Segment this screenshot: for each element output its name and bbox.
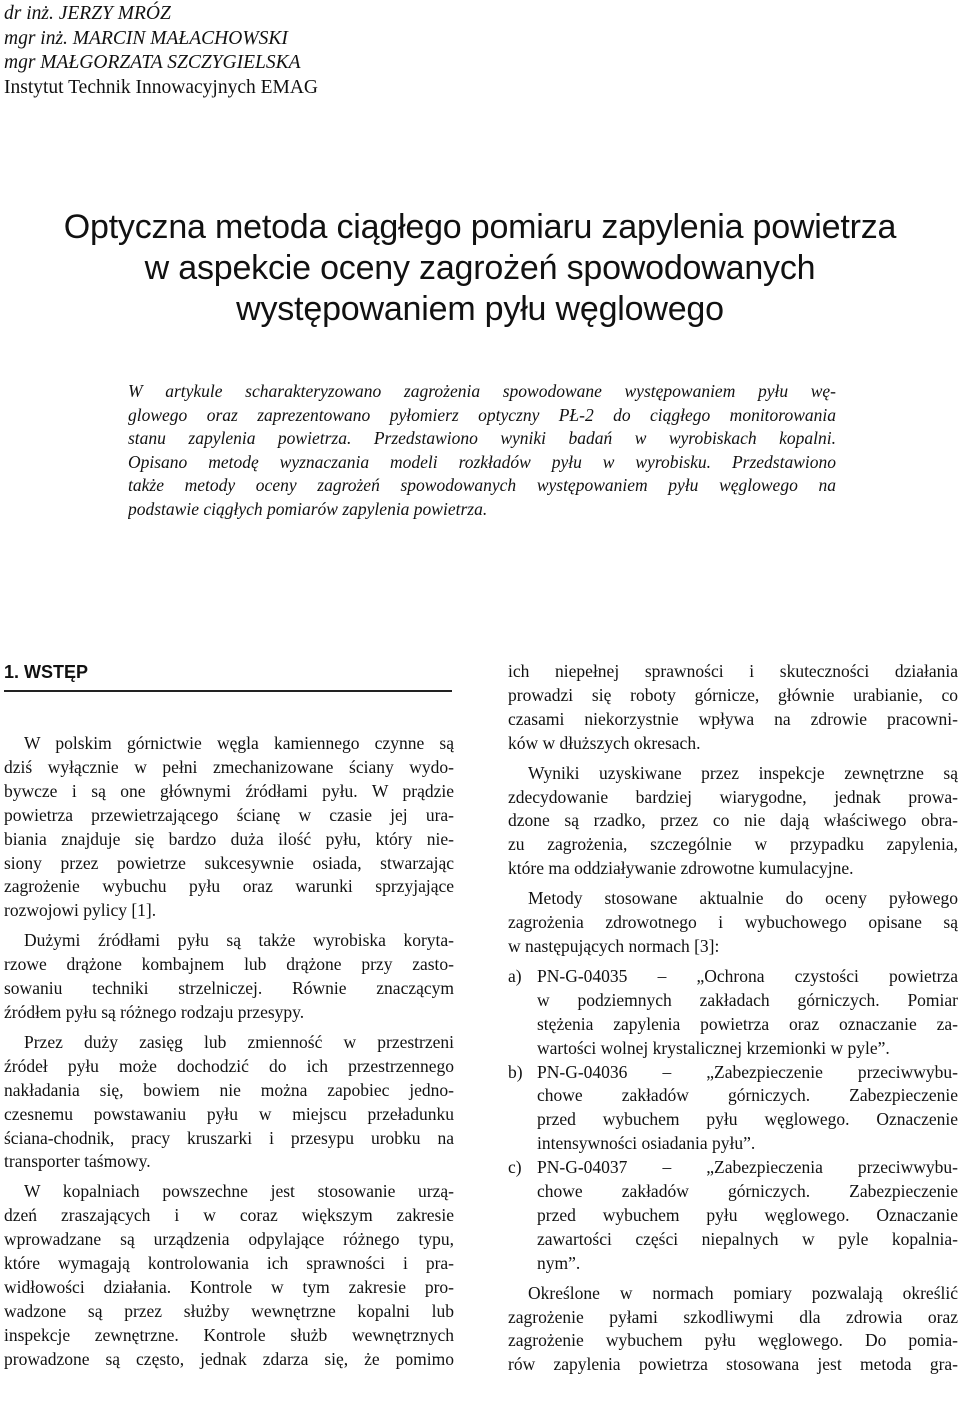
text-line: prowadzone są często, jednak zdarza się, że pomimo <box>4 1348 454 1369</box>
text-line: zagrożenie wybuchu pyłu oraz warunki sprzyjające <box>4 876 454 897</box>
abstract-line: stanu zapylenia powietrza. Przedstawiono wyniki badań w wyrobiskach kopalni. <box>128 428 836 448</box>
text-line: powietrza przewietrzającego ścianę w czasie jej ura- <box>4 804 454 825</box>
norm-line: stężenia zapylenia powietrza oraz oznaczanie za- <box>537 1013 958 1034</box>
heading-rule <box>4 690 452 692</box>
norm-line: chowe zakładów górniczych. Zabezpieczenie <box>537 1085 958 1106</box>
norm-line: PN-G-04037 – „Zabezpieczenia przeciwwybu- <box>537 1157 958 1178</box>
title-line: występowaniem pyłu węglowego <box>236 290 724 328</box>
text-line: rozwojowi pylicy [1]. <box>4 900 157 921</box>
body-paragraph <box>508 660 958 756</box>
norm-line: PN-G-04036 – „Zabezpieczenie przeciwwybu- <box>537 1061 958 1082</box>
left-column-body <box>4 732 454 1372</box>
norm-line: nym”. <box>537 1252 581 1273</box>
norm-line: wartości wolnej krystalicznej krzemionki w pyle”. <box>537 1037 890 1058</box>
author-block <box>4 2 318 100</box>
text-line: nakładania się, bowiem nie można zapobiec jedno- <box>4 1079 454 1100</box>
right-column-body <box>508 660 958 959</box>
text-line: rzowe drążone kombajnem lub drążone przy zasto- <box>4 954 454 975</box>
body-paragraph <box>508 1282 958 1378</box>
text-line: siony przez powietrze sukcesywnie osiada, stwarzając <box>4 852 454 873</box>
norm-list-item <box>508 965 958 1061</box>
norm-line: przed wybuchem pyłu węglowego. Oznaczanie <box>537 1204 958 1225</box>
abstract-line: także metody oceny zagrożeń spowodowanych występowaniem pyłu węglowego na <box>128 475 836 495</box>
text-line: Wyniki uzyskiwane przez inspekcje zewnętrzne są <box>528 762 958 783</box>
text-line: zdecydowanie bardziej wiarygodne, jednak prowa- <box>508 786 958 807</box>
abstract-line: Opisano metodę wyznaczania modeli rozkładów pyłu w wyrobisku. Przedstawiono <box>128 451 836 472</box>
article-title <box>0 207 960 330</box>
text-line: widłowości działania. Kontrole w tym zakresie pro- <box>4 1276 454 1297</box>
norm-marker: b) <box>508 1061 523 1082</box>
norm-list-item <box>508 1156 958 1276</box>
author-affiliation: Instytut Technik Innowacyjnych EMAG <box>4 76 319 98</box>
text-line: inspekcje zewnętrzne. Kontrole służb wewnętrznych <box>4 1324 454 1345</box>
norm-list <box>508 965 958 1276</box>
text-line: Przez duży zasięg lub zmienność w przestrzeni <box>24 1031 454 1052</box>
norm-line: zawartości części niepalnych w pyle kopalnia- <box>537 1228 958 1249</box>
text-line: transporter taśmowy. <box>4 1151 151 1172</box>
text-line: W polskim górnictwie węgla kamiennego czynne są <box>24 733 454 753</box>
text-line: sowaniu techniki strzelniczej. Równie znaczącym <box>4 978 454 999</box>
body-paragraph <box>4 1180 454 1371</box>
text-line: Metody stosowane aktualnie do oceny pyłowego <box>528 888 958 909</box>
text-line: Dużymi źródłami pyłu są także wyrobiska koryta- <box>24 930 454 951</box>
text-line: które ma oddziaływanie zdrowotne kumulacyjne. <box>508 858 854 879</box>
norm-line: w podziemnych zakładach górniczych. Pomiar <box>537 989 958 1010</box>
text-line: ków w dłuższych okresach. <box>508 732 701 753</box>
abstract-line: podstawie ciągłych pomiarów zapylenia powietrza. <box>128 498 488 519</box>
text-line: czasami niekorzystnie wpływa na zdrowie pracowni- <box>508 708 958 729</box>
text-line: rów zapylenia powietrza stosowana jest metoda gra- <box>508 1354 958 1375</box>
text-line: które wymagają kontrolowania ich sprawności i pra- <box>4 1253 454 1274</box>
text-line: zagrożenia zdrowotnego i wybuchowego opisane są <box>508 912 958 933</box>
author-line: mgr MAŁGORZATA SZCZYGIELSKA <box>4 52 301 73</box>
norm-marker: a) <box>508 965 522 986</box>
body-paragraph <box>4 732 454 923</box>
norm-line: PN-G-04035 – „Ochrona czystości powietrza <box>537 965 958 986</box>
text-line: źródłem pyłu są różnego rodzaju przesypy. <box>4 1001 305 1022</box>
norm-marker: c) <box>508 1157 522 1178</box>
body-paragraph <box>508 762 958 882</box>
right-column-closing <box>508 1282 958 1378</box>
norm-list-item <box>508 1061 958 1157</box>
text-line: źródeł pyłu może dochodzić do ich przestrzennego <box>4 1055 454 1076</box>
text-line: wprowadzane są urządzenia odpylające różnego typu, <box>4 1229 454 1250</box>
title-line: w aspekcie oceny zagrożeń spowodowanych <box>144 249 816 287</box>
text-line: biania znajduje się bardzo duża ilość pyłu, który nie- <box>4 828 454 849</box>
abstract-line: W artykule scharakteryzowano zagrożenia spowodowane występowaniem pyłu wę- <box>128 381 836 401</box>
body-paragraph <box>508 887 958 959</box>
text-line: zagrożenie wybuchem pyłu węglowego. Do pomia- <box>508 1330 958 1351</box>
body-paragraph <box>4 929 454 1025</box>
text-line: dziś wyłącznie w pełni zmechanizowane ściany wydo- <box>4 756 454 777</box>
text-line: czesnemu powstawaniu pyłu w miejscu przeładunku <box>4 1103 454 1124</box>
norm-line: przed wybuchem pyłu węglowego. Oznaczenie <box>537 1109 958 1130</box>
body-paragraph <box>4 1031 454 1174</box>
text-line: ich niepełnej sprawności i skuteczności działania <box>508 661 958 681</box>
section-heading: 1. WSTĘP <box>4 662 89 682</box>
abstract-line: glowego oraz zaprezentowano pyłomierz optyczny PŁ-2 do ciągłego monitorowania <box>128 404 836 425</box>
text-line: bywcze i są one głównymi źródłami pyłu. W prądzie <box>4 780 454 801</box>
title-line: Optyczna metoda ciągłego pomiaru zapylenia powietrza <box>63 208 897 246</box>
author-line: dr inż. JERZY MRÓZ <box>4 3 171 24</box>
text-line: prowadzi się roboty górnicze, głównie urabianie, co <box>508 684 958 705</box>
left-column <box>4 660 454 1378</box>
text-line: wadzone są przez służby wewnętrzne kopalni lub <box>4 1300 454 1321</box>
norm-line: chowe zakładów górniczych. Zabezpieczenie <box>537 1181 958 1202</box>
text-line: zu zagrożenia, szczególnie w przypadku zapylenia, <box>508 834 958 855</box>
text-line: w następujących normach [3]: <box>508 935 720 956</box>
text-line: W kopalniach powszechne jest stosowanie urzą- <box>24 1181 454 1202</box>
text-line: Określone w normach pomiary pozwalają określić <box>528 1282 958 1303</box>
text-line: dzone są rzadko, przez co nie dają właściwego obra- <box>508 810 958 831</box>
norm-line: intensywności osiadania pyłu”. <box>537 1133 756 1154</box>
right-column <box>508 660 958 1383</box>
text-line: zagrożenie pyłami szkodliwymi dla zdrowia oraz <box>508 1306 958 1327</box>
text-line: dzeń zraszających i w coraz większym zakresie <box>4 1205 454 1226</box>
text-line: ściana-chodnik, pracy kruszarki i przesypu urobku na <box>4 1127 454 1148</box>
abstract <box>128 380 836 521</box>
author-line: mgr inż. MARCIN MAŁACHOWSKI <box>4 27 288 49</box>
